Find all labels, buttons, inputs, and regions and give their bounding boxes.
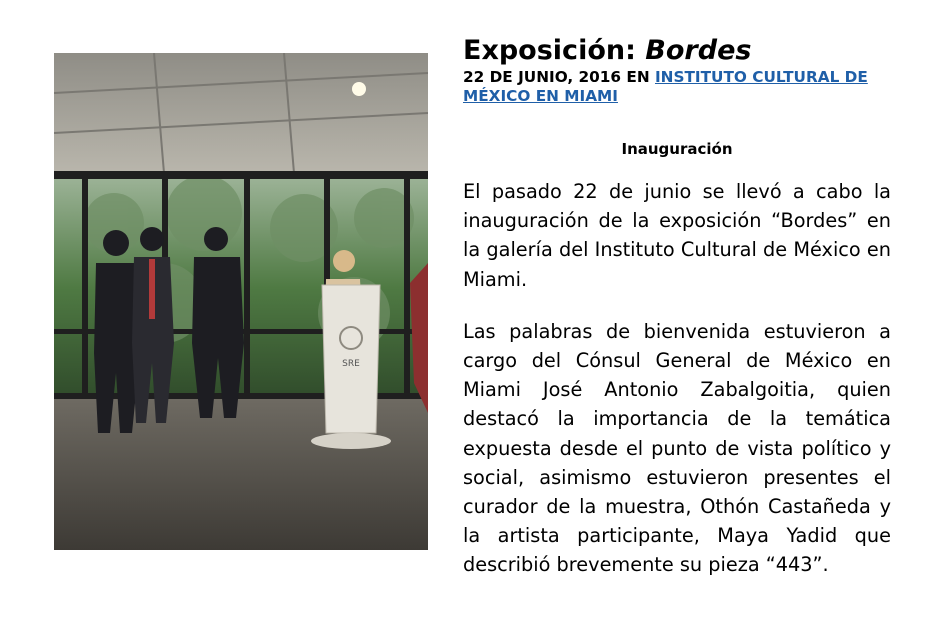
photo-illustration [54,53,428,550]
title-emphasis: Bordes [645,35,752,66]
podium-logo: SRE [342,359,360,369]
title-prefix: Exposición: [463,35,646,66]
subheading: Inauguración [621,140,733,158]
paragraph-details: Las palabras de bienvenida estuvieron a cargo del Cónsul General de México en Miami José Antonio Zabalgoitia, quien destacó la importancia de la temática expuesta desde el punto de vista político y social, asimismo estuvieron presentes el curador de la muestra, Othón Castañeda y la artista participante, Maya Yadid que describió brevemente su pieza “443”. [463,319,891,577]
dateline [463,68,891,106]
date-text: 22 DE JUNIO, 2016 EN [463,68,655,86]
article [463,34,891,580]
venue-link[interactable]: INSTITUTO CULTURAL DE MÉXICO EN MIAMI [463,68,868,105]
event-photo [54,53,428,550]
paragraph-intro: El pasado 22 de junio se llevó a cabo la inauguración de la exposición “Bordes” en la galería del Instituto Cultural de México en Miami. [463,180,891,291]
article-title [463,34,891,68]
